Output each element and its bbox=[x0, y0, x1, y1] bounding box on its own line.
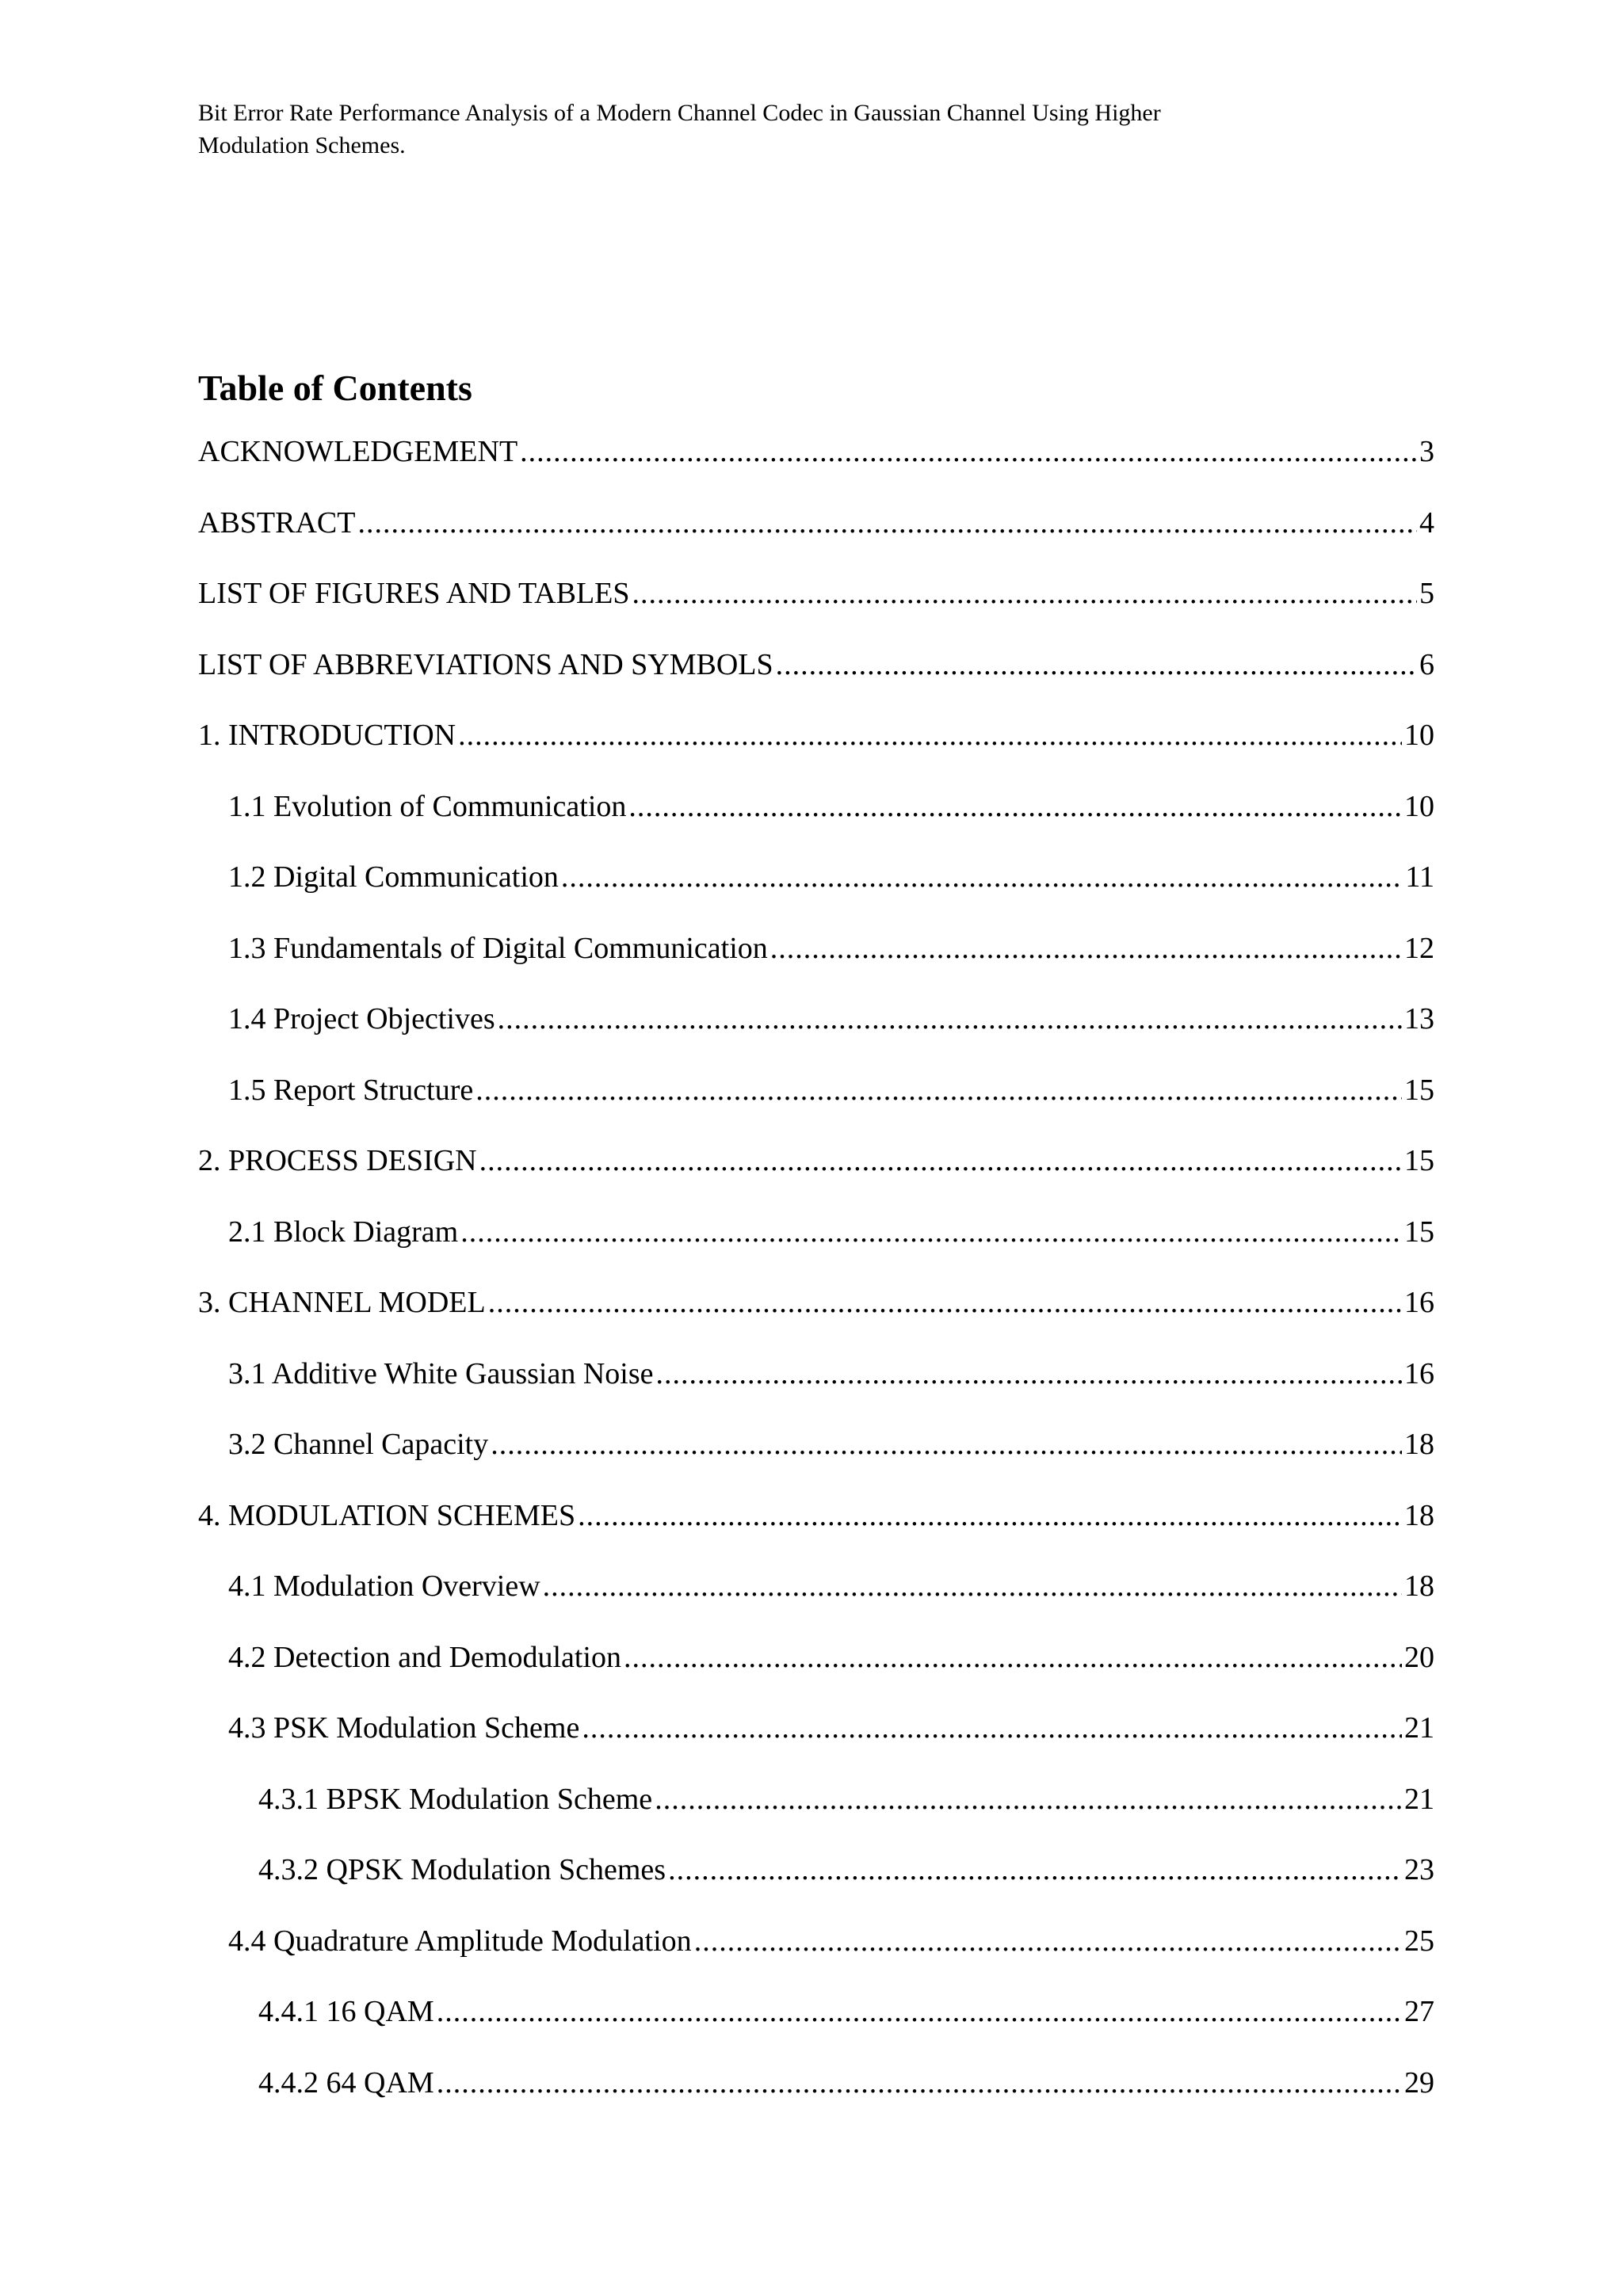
toc-entry[interactable] bbox=[198, 1212, 1434, 1283]
toc-entry[interactable] bbox=[198, 1496, 1434, 1567]
toc-dot-leader bbox=[561, 857, 1403, 897]
toc-entry[interactable] bbox=[198, 645, 1434, 716]
toc-dot-leader bbox=[479, 1141, 1402, 1180]
toc-entry-label: 1.2 Digital Communication bbox=[228, 860, 559, 894]
toc-entry-label: 4.4 Quadrature Amplitude Modulation bbox=[228, 1924, 692, 1958]
toc-entry-label: 2.1 Block Diagram bbox=[228, 1215, 459, 1249]
toc-dot-leader bbox=[475, 1070, 1402, 1110]
toc-entry-label: 1.4 Project Objectives bbox=[228, 1002, 495, 1035]
running-header-line-1: Bit Error Rate Performance Analysis of a Modern Channel Codec in Gaussian Channel Using Higher bbox=[198, 100, 1161, 126]
toc-title: Table of Contents bbox=[198, 368, 472, 408]
toc-entry-label: 4. MODULATION SCHEMES bbox=[198, 1498, 576, 1532]
toc-entry-page: 11 bbox=[1405, 860, 1434, 894]
toc-entry-page: 15 bbox=[1404, 1073, 1434, 1107]
toc-entry[interactable] bbox=[198, 1283, 1434, 1354]
toc-entry-page: 12 bbox=[1404, 931, 1434, 965]
toc-dot-leader bbox=[437, 2063, 1402, 2103]
toc-entry[interactable] bbox=[198, 1070, 1434, 1142]
toc-entry-page: 13 bbox=[1404, 1002, 1434, 1035]
toc-entry-page: 16 bbox=[1404, 1286, 1434, 1319]
running-header-line-2: Modulation Schemes. bbox=[198, 132, 406, 158]
toc-entry[interactable] bbox=[198, 1141, 1434, 1212]
toc-entry-page: 18 bbox=[1404, 1498, 1434, 1532]
toc-entry[interactable] bbox=[198, 787, 1434, 858]
toc-entry-page: 23 bbox=[1404, 1853, 1434, 1886]
toc-entry-label: 1.3 Fundamentals of Digital Communication bbox=[228, 931, 768, 965]
toc-entry[interactable] bbox=[198, 1779, 1434, 1851]
toc-entry-label: 3. CHANNEL MODEL bbox=[198, 1286, 486, 1319]
toc-entry-page: 21 bbox=[1404, 1782, 1434, 1816]
toc-entry[interactable] bbox=[198, 503, 1434, 574]
toc-entry-page: 21 bbox=[1404, 1711, 1434, 1745]
toc-entry-page: 29 bbox=[1404, 2065, 1434, 2100]
toc-entry[interactable] bbox=[198, 1425, 1434, 1496]
toc-entry-page: 6 bbox=[1419, 647, 1434, 681]
toc-entry-page: 4 bbox=[1419, 505, 1434, 540]
toc-dot-leader bbox=[357, 503, 1417, 543]
toc-dot-leader bbox=[491, 1425, 1402, 1464]
toc-entry-label: 4.3.1 BPSK Modulation Scheme bbox=[258, 1782, 653, 1816]
toc-entry-label: ACKNOWLEDGEMENT bbox=[198, 435, 518, 468]
toc-entry-label: 4.3.2 QPSK Modulation Schemes bbox=[258, 1853, 666, 1886]
toc-dot-leader bbox=[488, 1283, 1402, 1322]
toc-dot-leader bbox=[498, 999, 1402, 1039]
toc-entry-page: 16 bbox=[1404, 1356, 1434, 1390]
toc-entry-label: 4.2 Detection and Demodulation bbox=[228, 1640, 621, 1674]
toc-dot-leader bbox=[543, 1566, 1402, 1606]
toc-entry-label: LIST OF ABBREVIATIONS AND SYMBOLS bbox=[198, 647, 773, 681]
toc-dot-leader bbox=[437, 1992, 1402, 2031]
toc-entry-page: 27 bbox=[1404, 1995, 1434, 2028]
toc-entry[interactable] bbox=[198, 1921, 1434, 1993]
toc-list bbox=[198, 432, 1434, 2134]
toc-entry-label: 2. PROCESS DESIGN bbox=[198, 1144, 477, 1177]
toc-entry-page: 18 bbox=[1404, 1428, 1434, 1461]
toc-entry-label: 4.4.2 64 QAM bbox=[258, 2065, 434, 2100]
toc-entry-page: 25 bbox=[1404, 1924, 1434, 1958]
toc-entry-label: 1.5 Report Structure bbox=[228, 1073, 474, 1107]
toc-dot-leader bbox=[668, 1850, 1402, 1890]
toc-entry-label: ABSTRACT bbox=[198, 505, 356, 540]
toc-dot-leader bbox=[656, 1354, 1402, 1394]
toc-entry-page: 15 bbox=[1404, 1144, 1434, 1177]
toc-dot-leader bbox=[582, 1708, 1402, 1748]
toc-entry-label: LIST OF FIGURES AND TABLES bbox=[198, 577, 630, 610]
toc-entry-page: 3 bbox=[1419, 435, 1434, 468]
toc-entry-page: 20 bbox=[1404, 1640, 1434, 1674]
toc-dot-leader bbox=[776, 645, 1417, 685]
toc-dot-leader bbox=[458, 715, 1402, 755]
toc-dot-leader bbox=[770, 929, 1402, 968]
toc-dot-leader bbox=[578, 1496, 1402, 1535]
toc-entry-label: 4.1 Modulation Overview bbox=[228, 1569, 540, 1603]
toc-dot-leader bbox=[624, 1638, 1402, 1677]
toc-entry[interactable] bbox=[198, 1566, 1434, 1638]
toc-dot-leader bbox=[655, 1779, 1402, 1819]
running-header bbox=[198, 97, 1355, 162]
toc-entry[interactable] bbox=[198, 1708, 1434, 1779]
toc-entry-label: 1. INTRODUCTION bbox=[198, 719, 456, 752]
toc-dot-leader bbox=[628, 787, 1402, 826]
toc-dot-leader bbox=[632, 574, 1417, 613]
toc-entry-page: 18 bbox=[1404, 1569, 1434, 1603]
toc-entry-page: 15 bbox=[1404, 1215, 1434, 1249]
toc-entry[interactable] bbox=[198, 2063, 1434, 2134]
toc-entry[interactable] bbox=[198, 432, 1434, 503]
toc-entry[interactable] bbox=[198, 857, 1434, 929]
toc-entry-label: 4.4.1 16 QAM bbox=[258, 1995, 434, 2028]
toc-entry[interactable] bbox=[198, 999, 1434, 1070]
toc-entry[interactable] bbox=[198, 1850, 1434, 1921]
toc-dot-leader bbox=[460, 1212, 1402, 1252]
toc-entry-label: 3.1 Additive White Gaussian Noise bbox=[228, 1356, 654, 1390]
toc-entry[interactable] bbox=[198, 1354, 1434, 1425]
toc-dot-leader bbox=[694, 1921, 1402, 1961]
toc-entry-page: 5 bbox=[1419, 577, 1434, 610]
toc-entry-page: 10 bbox=[1404, 719, 1434, 752]
toc-entry[interactable] bbox=[198, 929, 1434, 1000]
toc-entry-label: 4.3 PSK Modulation Scheme bbox=[228, 1711, 580, 1745]
toc-entry-label: 1.1 Evolution of Communication bbox=[228, 789, 627, 823]
toc-entry[interactable] bbox=[198, 574, 1434, 645]
toc-entry-page: 10 bbox=[1404, 789, 1434, 823]
toc-dot-leader bbox=[520, 432, 1417, 471]
toc-entry[interactable] bbox=[198, 715, 1434, 787]
toc-entry[interactable] bbox=[198, 1638, 1434, 1709]
toc-entry[interactable] bbox=[198, 1992, 1434, 2063]
toc-entry-label: 3.2 Channel Capacity bbox=[228, 1428, 489, 1461]
